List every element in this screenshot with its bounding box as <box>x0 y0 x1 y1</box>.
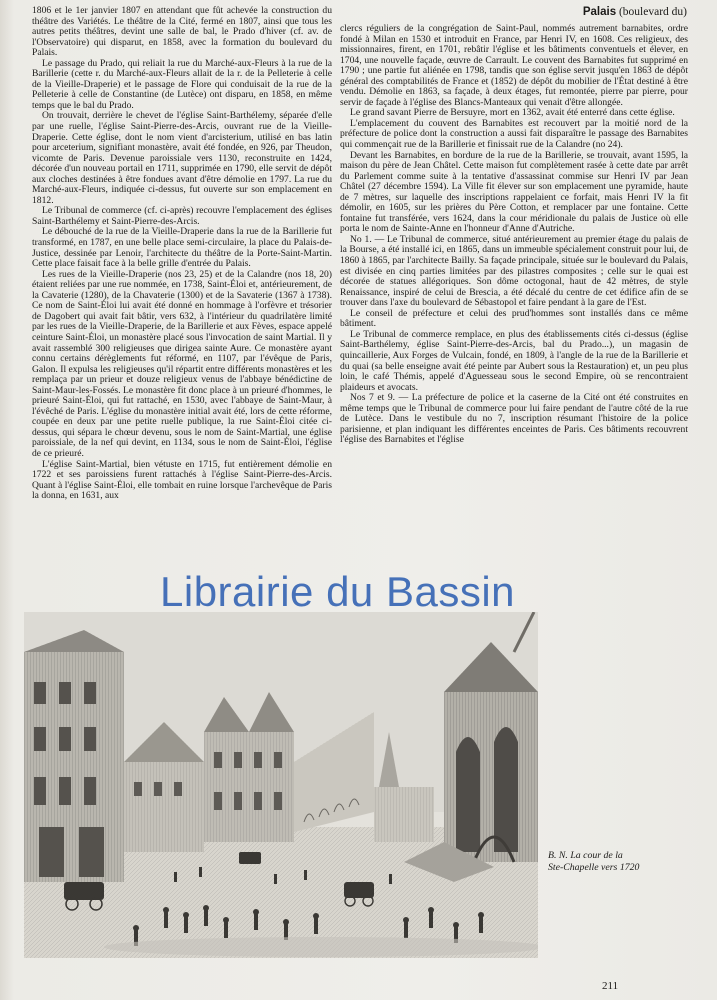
paragraph: Le grand savant Pierre de Bersuyre, mort en 1362, avait été enterré dans cette église. <box>350 107 675 119</box>
running-head-title: Palais <box>582 6 617 18</box>
paragraph: Le passage du Prado, qui reliait la rue du Marché-aux-Fleurs à la rue de la Barillerie (cette r. du Marché-aux-Fleurs allait de la r. de la Pelleterie à celle de la Vieille-Draperie) et le passage de Flore qui conduisait de la rue de la Pelleterie à celle de Constantine (de Lutèce) ont disparu, en 1858, en même temps que le bal du Prado. <box>32 57 332 111</box>
caption-line: Ste-Chapelle vers 1720 <box>548 862 640 873</box>
paragraph: Le Tribunal de commerce remplace, en plus des établissements cités ci-dessus (église Saint-Barthélemy, église Saint-Pierre-des-Arcis, bal du Prado...), un magasin de quincaillerie, Aux Forges de Vulcain, fondé, en 1809, à l'angle de la rue de la Barillerie et du quai (sa belle enseigne avait été peinte par Aubert sous la Restauration) et, un peu plus loin, le café Thémis, appelé d'Aguesseau sous le second Empire, où se rencontraient plaideurs et avocats. <box>340 328 688 393</box>
paragraph: Le Tribunal de commerce (cf. ci-après) recouvre l'emplacement des églises Saint-Barthélemy et Saint-Pierre-des-Arcis. <box>32 205 332 227</box>
paragraph: L'église Saint-Martial, bien vétuste en 1715, fut entièrement démolie en 1722 et ses paroissiens furent rattachés à l'église Saint-Pierre-des-Arcis. Quant à l'église Saint-Éloi, elle tombait en ruine lorsque l'archevêque de Paris la donna, en 1631, aux <box>32 458 332 502</box>
paragraph: Le conseil de préfecture et celui des prud'hommes sont installés dans ce même bâtiment. <box>340 307 688 330</box>
right-text-column <box>340 24 688 630</box>
figure-caption <box>548 850 688 874</box>
paragraph: Les rues de la Vieille-Draperie (nos 23, 25) et de la Calandre (nos 18, 20) étaient reliées par une rue nommée, en 1738, Saint-Éloi et, antérieurement, de la Cavaterie (1280), de la Chavaterie (1300) et de la Savaterie (1367 à 1738). Ce nom de Saint-Éloi lui avait été donné en hommage à l'orfèvre et trésorier de Dagobert qui avait fait bâtir, vers 632, à l'intérieur du quadrilatère limité par les rues de la Vieille-Draperie, de la Barillerie et aux Fèves, espace appelé ceinture Saint-Éloi, un monastère placé sous l'invocation de saint Martial. Il y avait rassemblé 300 religieuses que dirigea sainte Aure. Ce monastère ayant connu certains dérèglements fut réformé, en 1107, par l'évêque de Paris, Galon. Il expulsa les religieuses qu'il répartit entre différents monastères et les remplaça par un prieur et douze religieux venus de l'abbaye bénédictine de Saint-Maur-les-Fossés. Le monastère fit donc place à un prieuré d'hommes, le prieuré Saint-Éloi, qui fut rattaché, en 1530, avec l'abbaye de Saint-Maur, à l'évêché de Paris. L'église du monastère initial avait été, lors de cette réforme, coupée en deux par une petite ruelle publique, la rue Saint-Éloi citée ci-dessus, qui sépara le chœur devenu, sous le nom de Saint-Martial, une église paroissiale, de la nef qui devint, en 1134, sous le nom de Saint-Éloi, l'église de ce prieuré. <box>32 268 332 459</box>
paragraph: L'emplacement du couvent des Barnabites est recouvert par la moitié nord de la préfecture de police dont la construction a aussi fait disparaître le passage des Barnabites qui commençait rue de la Barillerie et finissait rue de la Calandre (no 24). <box>340 117 688 151</box>
page-number: 211 <box>602 980 619 992</box>
running-head <box>583 6 687 18</box>
engraving-illustration <box>24 612 538 958</box>
paragraph: Devant les Barnabites, en bordure de la rue de la Barillerie, se trouvait, avant 1595, la maison du père de Jean Châtel. Cette maison fut complètement rasée à cette date par arrêt du Parlement comme suite à la tentative d'assassinat commise sur Henri IV par Jean Châtel (27 décembre 1594). La Ville fit élever sur son emplacement une pyramide, haute de 7 mètres, sur laquelle des inscriptions rappelaient ce forfait, mais Henri IV la fit démolir, en 1605, sur les prières du Père Cotton, et remplacer par une fontaine. Cette fontaine fut transférée, vers 1624, dans la cour méridionale du palais de Justice où elle porta le nom de Sainte-Anne en l'honneur d'Anne d'Autriche. <box>340 149 688 235</box>
paragraph: Nos 7 et 9. — La préfecture de police et la caserne de la Cité ont été construites en même temps que le Tribunal de commerce pour lui faire pendant de l'autre côté de la rue de Lutèce. Dans le vestibule du no 7, inscription résumant l'histoire de la police parisienne, et plan indiquant les différentes enceintes de Paris. Ces bâtiments recouvrent l'église des Barnabites et l'église <box>340 392 688 446</box>
running-head-subtitle: (boulevard du) <box>618 6 687 18</box>
caption-line: B. N. La cour de la <box>548 850 623 861</box>
paragraph: clercs réguliers de la congrégation de Saint-Paul, nommés autrement barnabites, ordre fondé à Milan en 1530 et introduit en France, par Henri IV, en 1608. Ces religieux, des missionnaires, firent, en 1701, rebâtir l'église et les bâtiments conventuels et élever, en 1704, une nouvelle façade, œuvre de Carrault. Le couvent des Barnabites fut supprimé en 1790 ; une partie fut aliénée en 1798, tandis que son église servit jusqu'en 1863 de dépôt général des comptabilités de France et (1852) de dépôt du mobilier de l'État destiné à être vendu. Démolie en 1863, sa façade, à deux étages, fut remontée, pierre par pierre, pour servir de façade à l'église des Blancs-Manteaux qui venait d'être allongée. <box>340 24 688 108</box>
watermark-text: Librairie du Bassin <box>160 568 516 615</box>
paragraph: No 1. — Le Tribunal de commerce, situé antérieurement au premier étage du palais de la Bourse, a été installé ici, en 1865, dans un immeuble spécialement construit pour lui, de 1860 à 1865, par l'architecte Bailly. Sa façade principale, située sur le boulevard du Palais, est divisée en cinq parties limitées par des pilastres composites ; celle sur le quai est décorée de statues allégoriques. Son dôme octogonal, haut de 42 mètres, de style Renaissance, inspiré de celui de Brescia, a été décalé du centre de cet édifice afin de se trouver dans l'axe du boulevard de Sébastopol et faire pendant à la gare de l'Est. <box>340 233 688 309</box>
paragraph: Le débouché de la rue de la Vieille-Draperie dans la rue de la Barillerie fut transformé, en 1787, en une belle place semi-circulaire, la place du Palais-de-Justice, dessinée par Lenoir, l'architecte du théâtre de la Porte-Saint-Martin. Cette place faisait face à la belle grille d'entrée du Palais. <box>32 226 332 270</box>
paragraph: 1806 et le 1er janvier 1807 en attendant que fût achevée la construction du théâtre des Variétés. Le théâtre de la Cité, fermé en 1807, ainsi que tous les autres petits théâtres, devint une salle de bal, le Prado d'hiver (cf. av. de l'Observatoire) qui disparut, en 1858, avec la formation du boulevard du Palais. <box>32 6 332 59</box>
left-text-column <box>32 6 332 612</box>
paragraph: On trouvait, derrière le chevet de l'église Saint-Barthélemy, séparée d'elle par une ruelle, l'église Saint-Pierre-des-Arcis, ouvrant rue de la Vieille-Draperie. Cette église, dont le nom vient d'arcisterium, utilisé en bas latin pour arceterium, signifiant monastère, avait été fondée, en 926, par Theudon, vicomte de Paris. Devenue paroissiale vers 1130, reconstruite en 1424, décorée d'un nouveau portail en 1711, supprimée en 1790, elle servit de dépôt aux cloches destinées à être fondues avant d'être démolie en 1797. La rue du Marché-aux-Fleurs, indiquée ci-dessus, fut ouverte sur son emplacement en 1812. <box>32 110 332 206</box>
